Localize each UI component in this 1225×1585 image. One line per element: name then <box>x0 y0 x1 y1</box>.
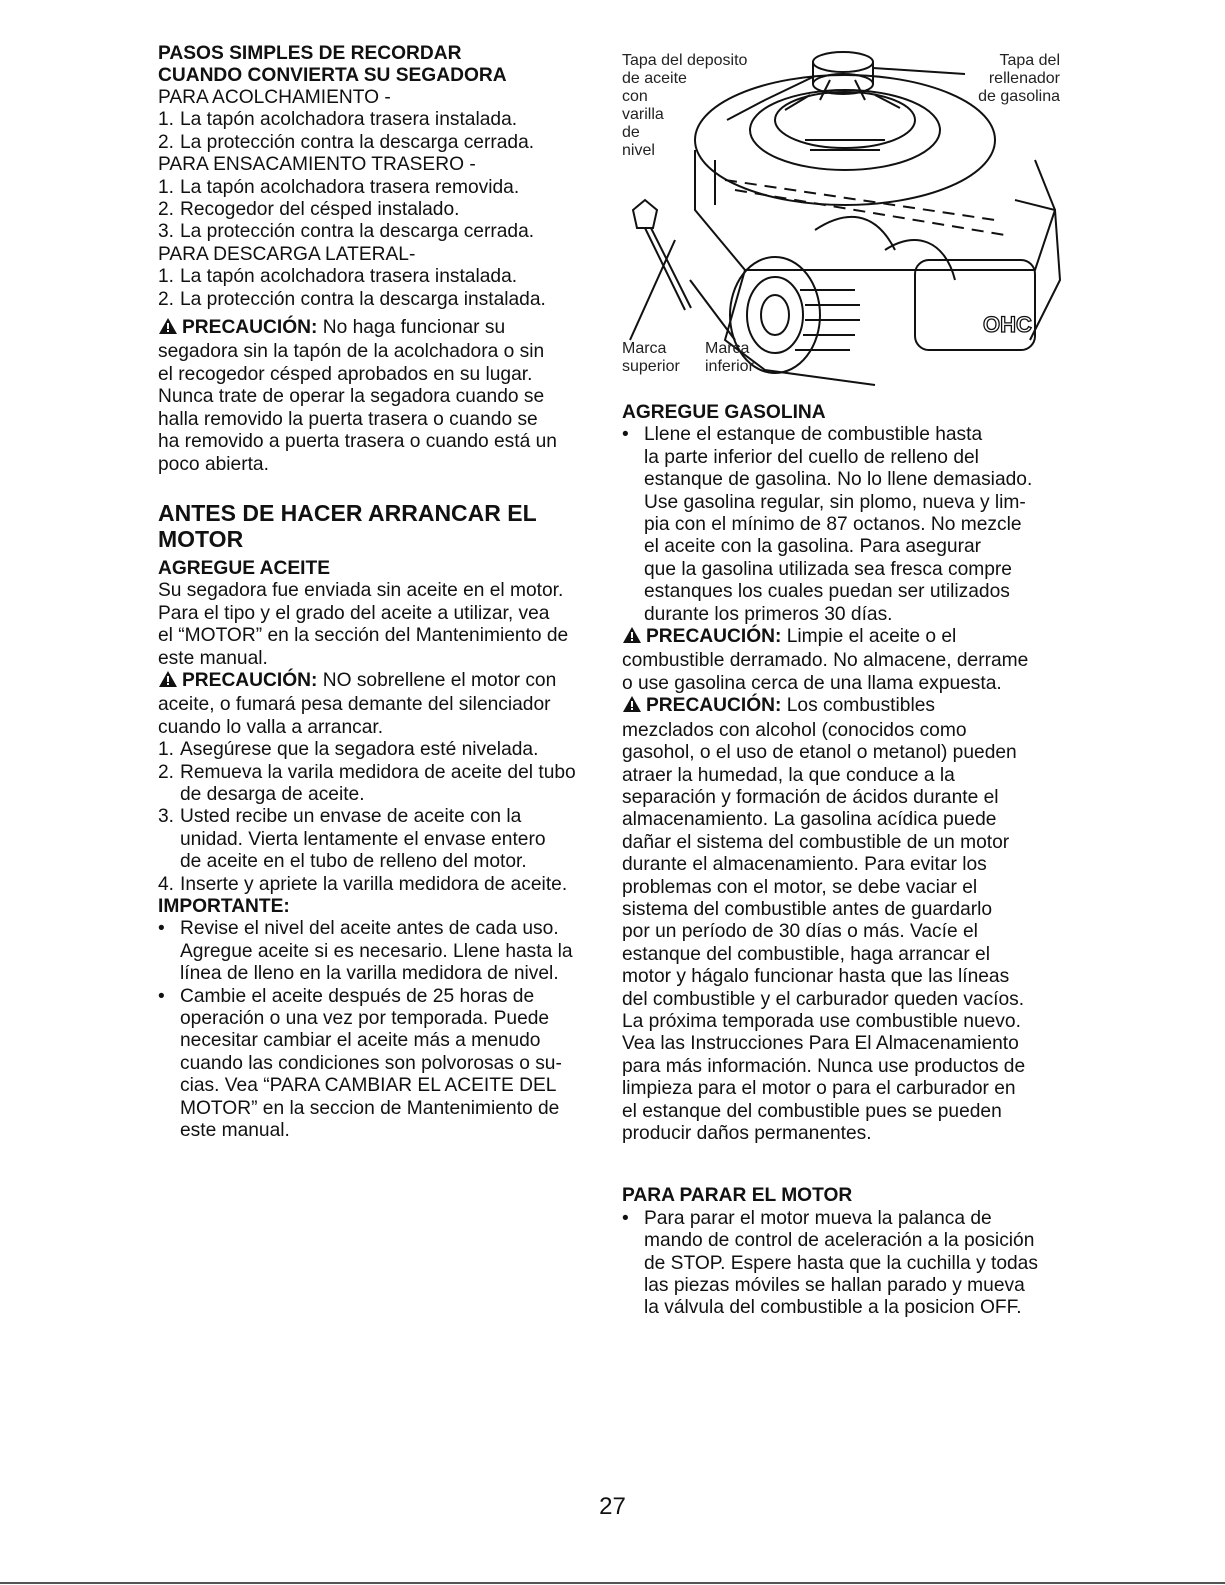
right-column <box>622 402 1062 1320</box>
list-item: 1. La tapón acolchadora trasera instalada. <box>158 109 518 131</box>
list-item: 2. La protección contra la descarga cerrada. <box>158 131 535 153</box>
bag-list <box>158 177 598 244</box>
left-column <box>158 43 598 1142</box>
stop-engine-heading: PARA PARAR EL MOTOR <box>622 1185 853 1207</box>
side-title: PARA DESCARGA LATERAL- <box>158 243 416 265</box>
list-item: • Para parar el motor mueva la palanca de mando de control de aceleración a la posición de STOP. Espere hasta que la cuchilla y todas las piezas móviles se hallan parado y mueva la válvula del combustible a la posicion OFF. <box>622 1207 1038 1319</box>
label-fuel-cap: Tapa del rellenador de gasolina <box>978 52 1060 105</box>
warning-icon <box>158 317 178 341</box>
warning-icon <box>622 695 642 719</box>
caution-label: PRECAUCIÓN: <box>182 317 318 339</box>
caution-text: segadora sin la tapón de la acolchadora o sin <box>158 341 545 363</box>
caution-text: No haga funcionar su <box>317 317 506 339</box>
caution-text: halla removido la puerta trasera o cuando se <box>158 408 538 430</box>
label-oil-cap: Tapa del deposito de aceite con varilla de nivel <box>622 52 748 159</box>
caution-block-2: PRECAUCIÓN: NO sobrellene el motor con aceite, o fumará pesa demante del silenciador cuando lo valla a arrancar. <box>158 669 557 738</box>
list-item: • Llene el estanque de combustible hasta la parte inferior del cuello de relleno del estanque de gasolina. No lo llene demasiado. Use gasolina regular, sin plomo, nueva y lim- pia con el mínimo de 87 octanos. No mezcle el aceite con la gasolina. Para asegurar que la gasolina utilizada sea fresca compre estanques los cuales puedan ser utilizados durante los primeros 30 días. <box>622 424 1033 625</box>
list-item: • Revise el nivel del aceite antes de cada uso. Agregue aceite si es necesario. Llene hasta la línea de lleno en la varilla medidora de nivel. <box>158 918 573 985</box>
list-item: 4. Inserte y apriete la varilla medidora de aceite. <box>158 873 568 895</box>
caution-text: ha removido a puerta trasera o cuando está un <box>158 431 557 453</box>
list-item: 1. La tapón acolchadora trasera removida. <box>158 176 520 198</box>
label-upper-mark: Marca superior <box>622 340 680 375</box>
engine-badge: OHC <box>983 312 1032 337</box>
warning-icon <box>622 626 642 650</box>
caution-block-1 <box>158 317 598 476</box>
section-heading: ANTES DE HACER ARRANCAR EL MOTOR <box>158 499 537 552</box>
list-item: • Cambie el aceite después de 25 horas de operación o una vez por temporada. Puede necesitar cambiar el aceite más a menudo cuando las condiciones son polvorosas o su- cias. Vea “PARA CAMBIAR EL ACEITE DEL MOTOR” en la seccion de Mantenimiento de este manual. <box>158 985 562 1142</box>
bottom-rule <box>0 1582 1225 1584</box>
important-list <box>158 918 598 1142</box>
caution-text: el recogedor césped aprobados en su lugar. <box>158 363 533 385</box>
add-oil-text: Su segadora fue enviada sin aceite en el motor. Para el tipo y el grado del aceite a utilizar, vea el “MOTOR” en la sección del Mantenimiento de este manual. <box>158 580 569 669</box>
add-oil-heading: AGREGUE ACEITE <box>158 557 330 579</box>
caution-label: PRECAUCIÓN: <box>182 669 318 691</box>
side-list <box>158 266 598 311</box>
steps-heading-2: CUANDO CONVIERTA SU SEGADORA <box>158 65 507 86</box>
add-gas-heading: AGREGUE GASOLINA <box>622 402 826 423</box>
caution-label: PRECAUCIÓN: <box>646 695 782 717</box>
list-item: 3. La protección contra la descarga cerrada. <box>158 221 535 243</box>
list-item: 2. Recogedor del césped instalado. <box>158 199 460 221</box>
list-item: 2. La protección contra la descarga instalada. <box>158 288 546 310</box>
list-item: 2. Remueva la varila medidora de aceite del tubo de desarga de aceite. <box>158 761 576 805</box>
list-item: 1. La tapón acolchadora trasera instalada. <box>158 266 518 288</box>
warning-icon <box>158 670 178 694</box>
list-item: 3. Usted recibe un envase de aceite con la unidad. Vierta lentamente el envase entero de aceite en el tubo de relleno del motor. <box>158 806 546 873</box>
caution-block-4: PRECAUCIÓN: Los combustibles mezclados con alcohol (conocidos como gasohol, o el uso de etanol o metanol) pueden atraer la humedad, la que conduce a la separación y formación de ácidos durante el almacenamiento. La gasolina acídica puede dañar el sistema del combustible de un motor durante el almacenamiento. Para evitar los problemas con el motor, se debe vaciar el sistema del combustible antes de guardarlo por un período de 30 días o más. Vacíe el estanque del combustible, haga arrancar el motor y hágalo funcionar hasta que las líneas del combustible y el carburador queden vacíos. La próxima temporada use combustible nuevo. Vea las Instrucciones Para El Almacenamiento para más información. Nunca use productos de limpieza para el motor o para el carburador en el estanque del combustible pues se pueden producir daños permanentes. <box>622 695 1026 1144</box>
mulch-list <box>158 109 598 154</box>
page-number: 27 <box>599 1493 626 1520</box>
caution-text: Nunca trate de operar la segadora cuando se <box>158 386 545 408</box>
caution-label: PRECAUCIÓN: <box>646 626 782 648</box>
caution-text: poco abierta. <box>158 453 269 475</box>
label-lower-mark: Marca inferior <box>705 340 754 375</box>
steps-heading-1: PASOS SIMPLES DE RECORDAR <box>158 43 462 64</box>
oil-steps-list <box>158 739 598 896</box>
bag-title: PARA ENSACAMIENTO TRASERO - <box>158 154 476 176</box>
list-item: 1. Asegúrese que la segadora esté nivelada. <box>158 739 539 761</box>
mulch-title: PARA ACOLCHAMIENTO - <box>158 87 391 108</box>
important-heading: IMPORTANTE: <box>158 896 290 917</box>
engine-diagram <box>615 40 1065 390</box>
caution-block-3: PRECAUCIÓN: Limpie el aceite o el combustible derramado. No almacene, derrame o use gasolina cerca de una llama expuesta. <box>622 626 1029 694</box>
